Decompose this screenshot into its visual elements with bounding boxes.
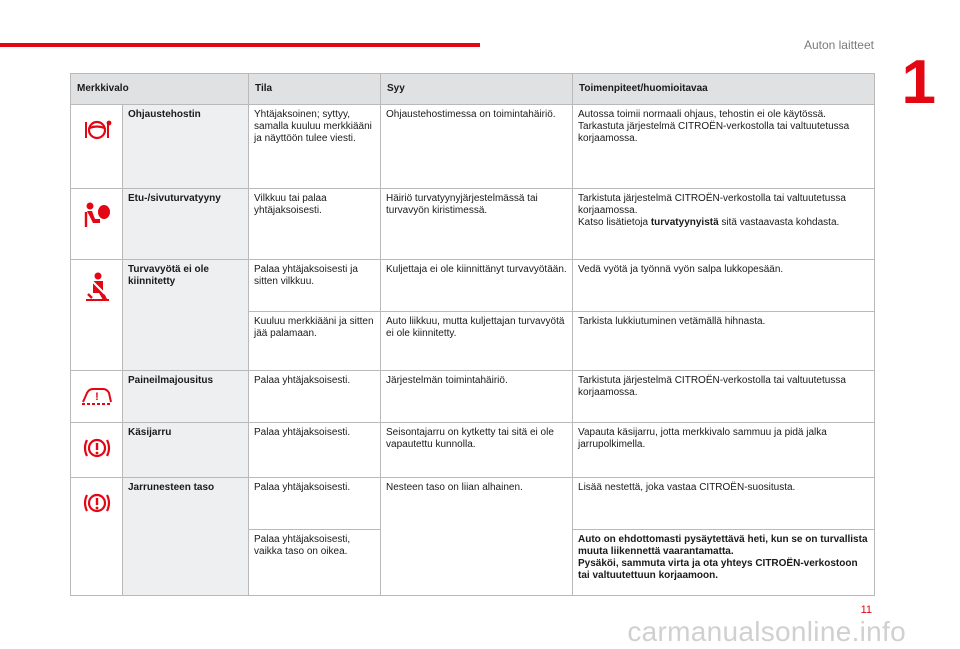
header-accent-bar — [0, 43, 480, 47]
toimenpiteet-text: Tarkistuta järjestelmä CITROËN-verkostolla tai valtuutetussa korjaamossa. — [578, 193, 846, 216]
table-row — [71, 478, 875, 530]
warning-name: Etu-/sivuturvatyyny — [123, 189, 249, 260]
col-header-toimenpiteet: Toimenpiteet/huomioitavaa — [573, 74, 875, 105]
toimenpiteet-cell: Lisää nestettä, joka vastaa CITROËN-suositusta. — [573, 478, 875, 530]
page-number: 11 — [860, 604, 872, 616]
col-header-merkkivalo: Merkkivalo — [71, 74, 249, 105]
toimenpiteet-link-term: turvatyynyistä — [650, 217, 719, 228]
syy-cell: Auto liikkuu, mutta kuljettajan turvavyötä ei ole kiinnitetty. — [381, 312, 573, 371]
col-header-syy: Syy — [381, 74, 573, 105]
toimenpiteet-cell: Auto on ehdottomasti pysäytettävä heti, kun se on turvallista muuta liikennettä vaarantamatta. Pysäköi, sammuta virta ja ota yhteys CITROËN-verkostoon tai valtuutettuun korjaamoon. — [573, 530, 875, 596]
warning-name: Jarrunesteen taso — [123, 478, 249, 596]
syy-cell: Järjestelmän toimintahäiriö. — [381, 371, 573, 423]
syy-cell: Häiriö turvatyynyjärjestelmässä tai turvavyön kiristimessä. — [381, 189, 573, 260]
table-row — [71, 105, 875, 189]
brake-fluid-warning-icon — [82, 490, 112, 516]
warning-name: Turvavyötä ei ole kiinnitetty — [123, 260, 249, 371]
warning-name: Käsijarru — [123, 423, 249, 478]
tila-cell: Palaa yhtäjaksoisesti. — [249, 423, 381, 478]
table-row — [71, 189, 875, 260]
tila-cell: Kuuluu merkkiääni ja sitten jää palamaan. — [249, 312, 381, 371]
toimenpiteet-cell: Tarkistuta järjestelmä CITROËN-verkostolla tai valtuutetussa korjaamossa. — [573, 371, 875, 423]
toimenpiteet-cell: Autossa toimii normaali ohjaus, tehostin ei ole käytössä. Tarkastuta järjestelmä CITROËN-verkostolla tai valtuutetussa korjaamossa. — [573, 105, 875, 189]
toimenpiteet-suffix: sitä vastaavasta kohdasta. — [718, 217, 840, 228]
airbag-warning-icon — [82, 201, 112, 229]
air-suspension-warning-icon — [80, 383, 114, 407]
warning-name: Paineilmajousitus — [123, 371, 249, 423]
table-row — [71, 371, 875, 423]
syy-cell: Kuljettaja ei ole kiinnittänyt turvavyötään. — [381, 260, 573, 312]
table-header-row — [71, 74, 875, 105]
col-header-tila: Tila — [249, 74, 381, 105]
toimenpiteet-cell: Vedä vyötä ja työnnä vyön salpa lukkopesään. — [573, 260, 875, 312]
watermark-text: carmanualsonline.info — [627, 616, 906, 647]
tila-cell: Palaa yhtäjaksoisesti. — [249, 371, 381, 423]
toimenpiteet-cell: Tarkista lukkiutuminen vetämällä hihnasta. — [573, 312, 875, 371]
tila-cell: Palaa yhtäjaksoisesti. — [249, 478, 381, 530]
toimenpiteet-cell: Vapauta käsijarru, jotta merkkivalo sammuu ja pidä jalka jarrupolkimella. — [573, 423, 875, 478]
tila-cell: Palaa yhtäjaksoisesti ja sitten vilkkuu. — [249, 260, 381, 312]
power-steering-warning-icon — [82, 117, 112, 141]
syy-cell: Ohjaustehostimessa on toimintahäiriö. — [381, 105, 573, 189]
toimenpiteet-cell — [573, 189, 875, 260]
parking-brake-warning-icon — [82, 435, 112, 461]
syy-cell: Seisontajarru on kytketty tai sitä ei ole vapautettu kunnolla. — [381, 423, 573, 478]
svg-text:!: ! — [94, 391, 99, 403]
chapter-number: 1 — [901, 48, 936, 117]
seatbelt-warning-icon — [83, 272, 111, 302]
table-row — [71, 260, 875, 312]
section-title: Auton laitteet — [803, 38, 874, 52]
table-row — [71, 423, 875, 478]
warning-name: Ohjaustehostin — [123, 105, 249, 189]
tila-cell: Palaa yhtäjaksoisesti, vaikka taso on oikea. — [249, 530, 381, 596]
syy-cell: Nesteen taso on liian alhainen. — [381, 478, 573, 596]
toimenpiteet-prefix: Katso lisätietoja — [578, 217, 651, 228]
tila-cell: Yhtäjaksoinen; syttyy, samalla kuuluu merkkiääni ja näyttöön tulee viesti. — [249, 105, 381, 189]
tila-cell: Vilkkuu tai palaa yhtäjaksoisesti. — [249, 189, 381, 260]
warning-lights-table — [70, 73, 875, 596]
